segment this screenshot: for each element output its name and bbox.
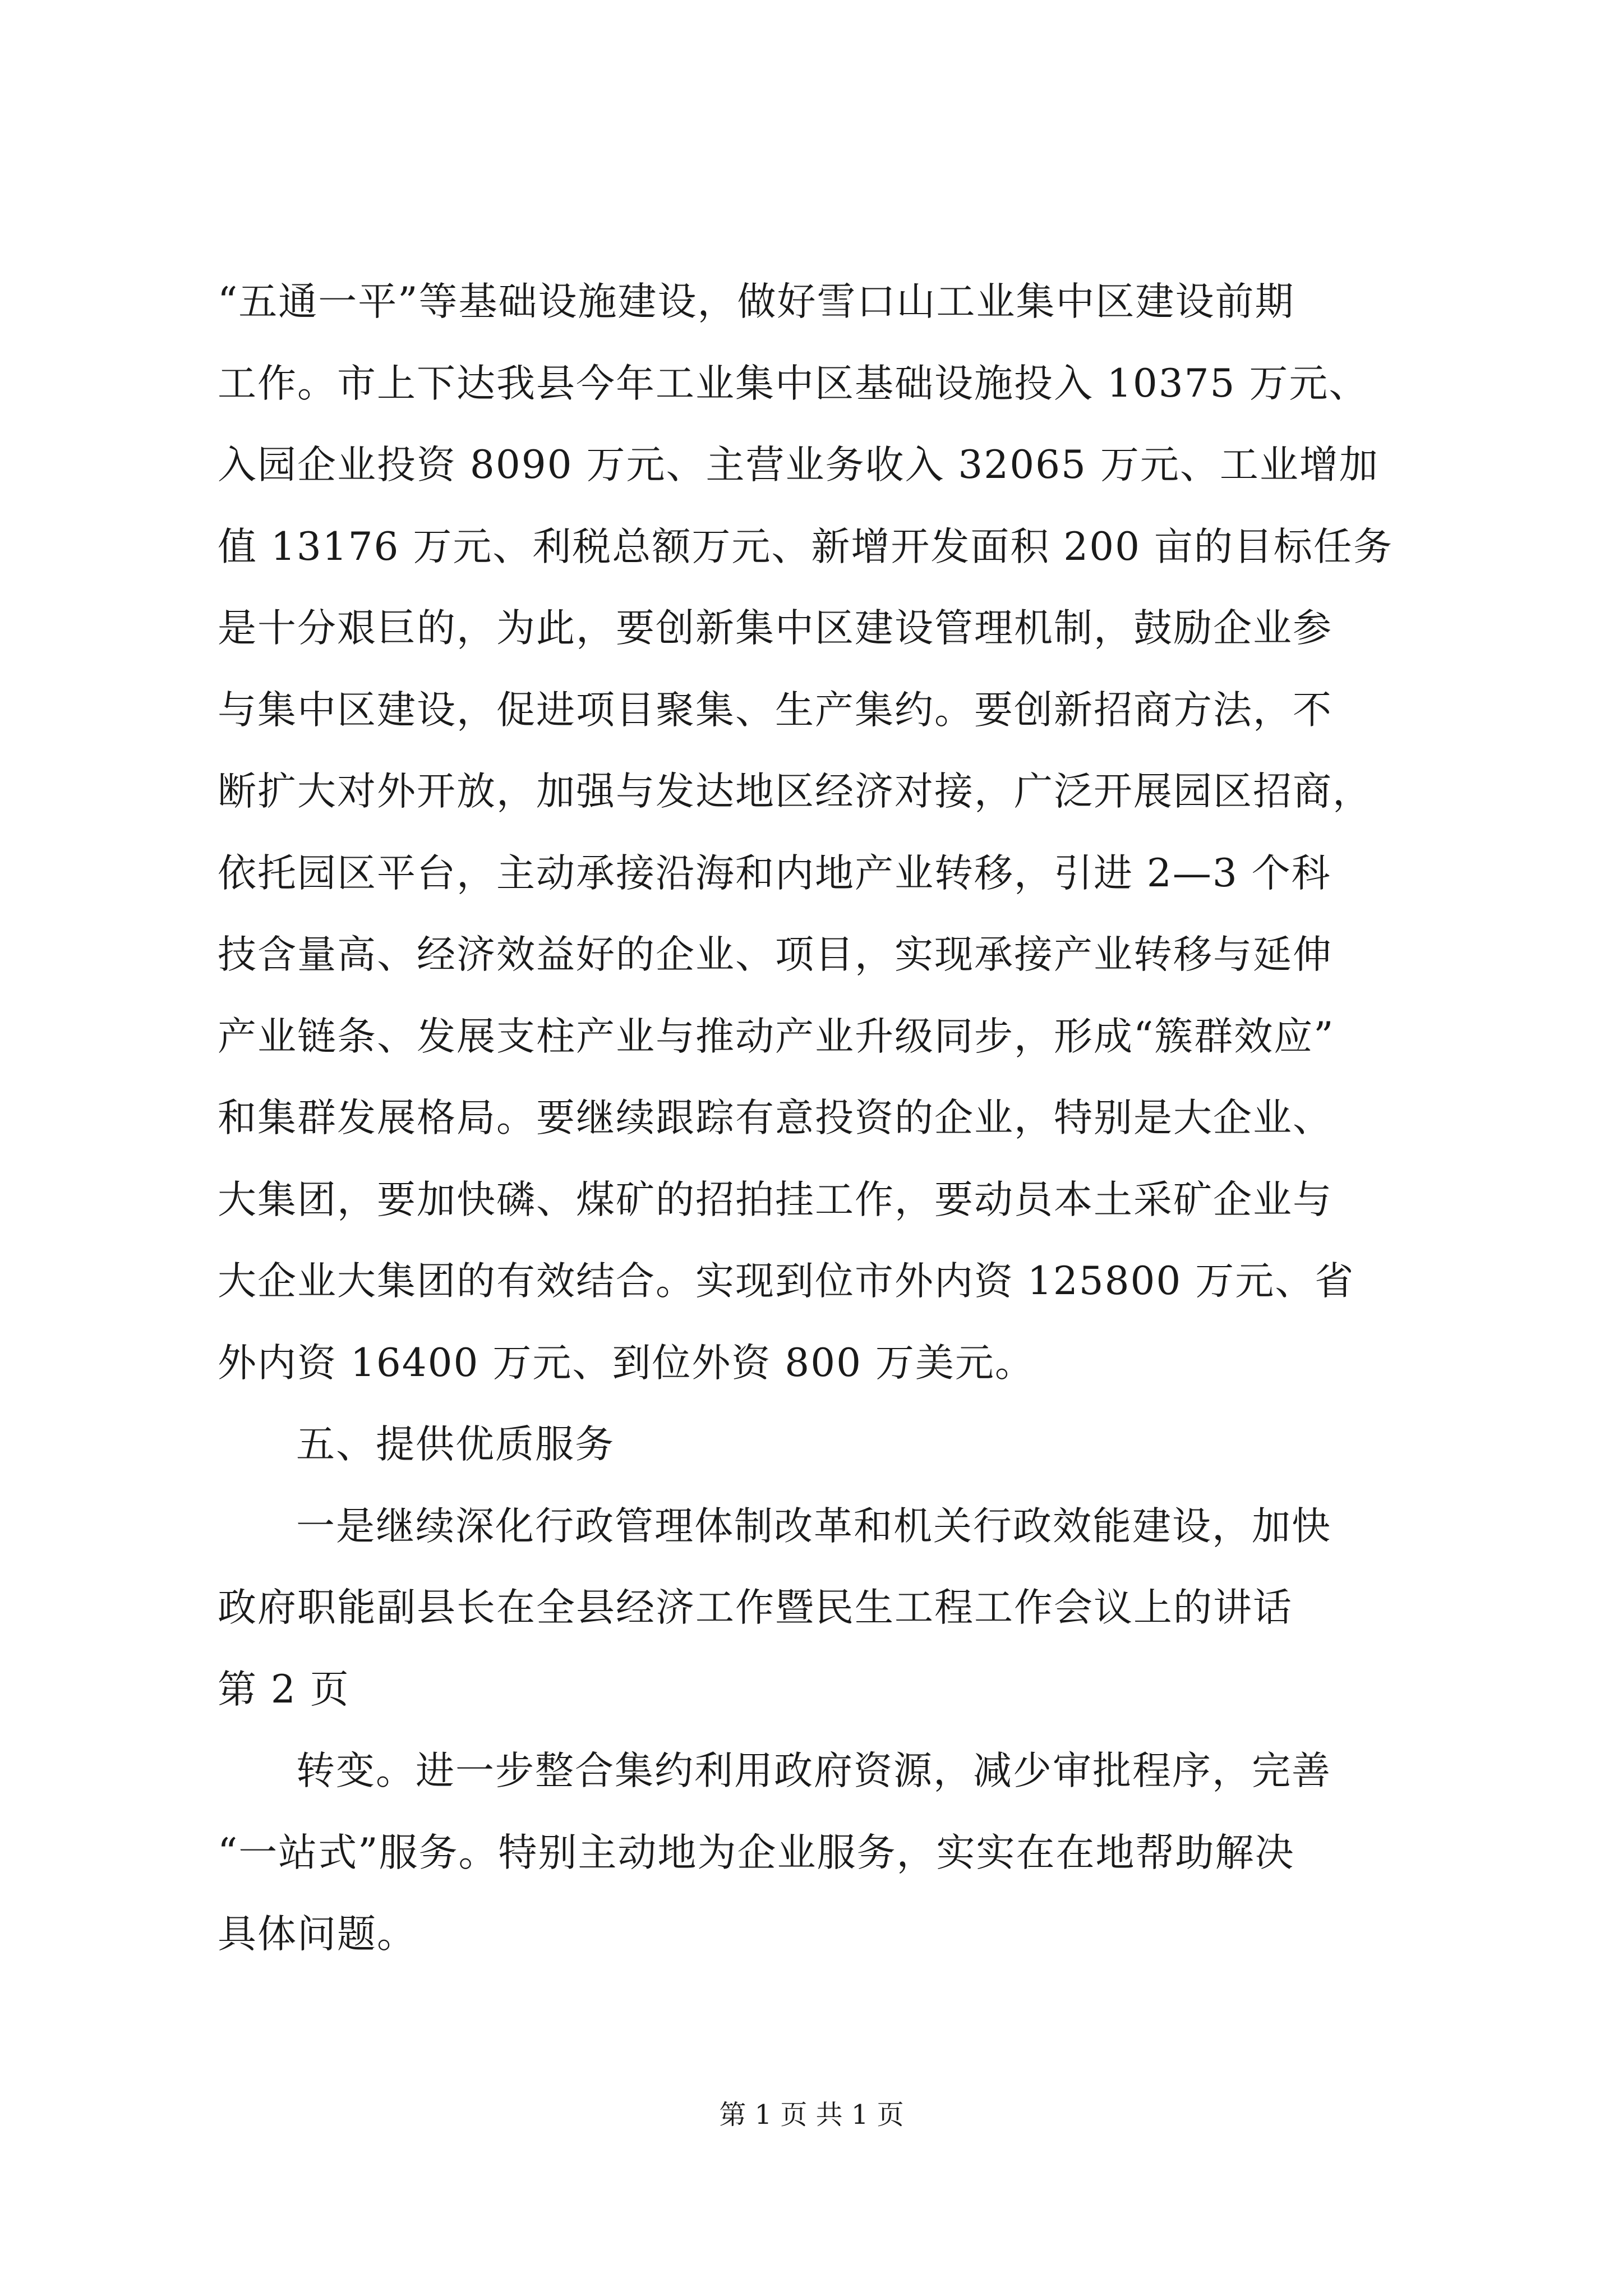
text-line: 依托园区平台，主动承接沿海和内地产业转移，引进 2—3 个科 [218, 850, 1331, 896]
page-footer: 第 1 页 共 1 页 [719, 2099, 904, 2131]
text-line: 外内资 16400 万元、到位外资 800 万美元。 [218, 1340, 1035, 1386]
text-line: 政府职能副县长在全县经济工作暨民生工程工作会议上的讲话 [218, 1585, 1293, 1630]
text-line: 值 13176 万元、利税总额万元、新增开发面积 200 亩的目标任务 [218, 524, 1393, 569]
text-line: 技含量高、经济效益好的企业、项目，实现承接产业转移与延伸 [218, 932, 1332, 977]
text-line: 断扩大对外开放，加强与发达地区经济对接，广泛开展园区招商， [218, 769, 1372, 814]
text-line: 大企业大集团的有效结合。实现到位市外内资 125800 万元、省 [218, 1259, 1355, 1304]
text-line: 入园企业投资 8090 万元、主营业务收入 32065 万元、工业增加 [218, 443, 1379, 487]
text-line: 大集团，要加快磷、煤矿的招拍挂工作，要动员本土采矿企业与 [218, 1177, 1332, 1222]
text-line: 是十分艰巨的，为此，要创新集中区建设管理机制，鼓励企业参 [218, 606, 1332, 651]
text-line: 产业链条、发展支柱产业与推动产业升级同步，形成“簇群效应” [218, 1014, 1335, 1059]
section-heading: 五、提供优质服务 [296, 1422, 615, 1467]
text-line: 和集群发展格局。要继续跟踪有意投资的企业，特别是大企业、 [218, 1096, 1332, 1140]
text-line: 转变。进一步整合集约利用政府资源，减少审批程序，完善 [296, 1749, 1331, 1793]
text-line: 与集中区建设，促进项目聚集、生产集约。要创新招商方法，不 [218, 687, 1332, 733]
document-body [218, 261, 1418, 1976]
text-line: 具体问题。 [218, 1912, 417, 1957]
text-line: 一是继续深化行政管理体制改革和机关行政效能建设，加快 [296, 1503, 1331, 1549]
text-line: “一站式”服务。特别主动地为企业服务，实实在在地帮助解决 [218, 1830, 1295, 1875]
text-line: “五通一平”等基础设施建设，做好雪口山工业集中区建设前期 [218, 279, 1295, 324]
inline-page-marker: 第 2 页 [218, 1667, 350, 1712]
text-line: 工作。市上下达我县今年工业集中区基础设施投入 10375 万元、 [218, 361, 1369, 406]
